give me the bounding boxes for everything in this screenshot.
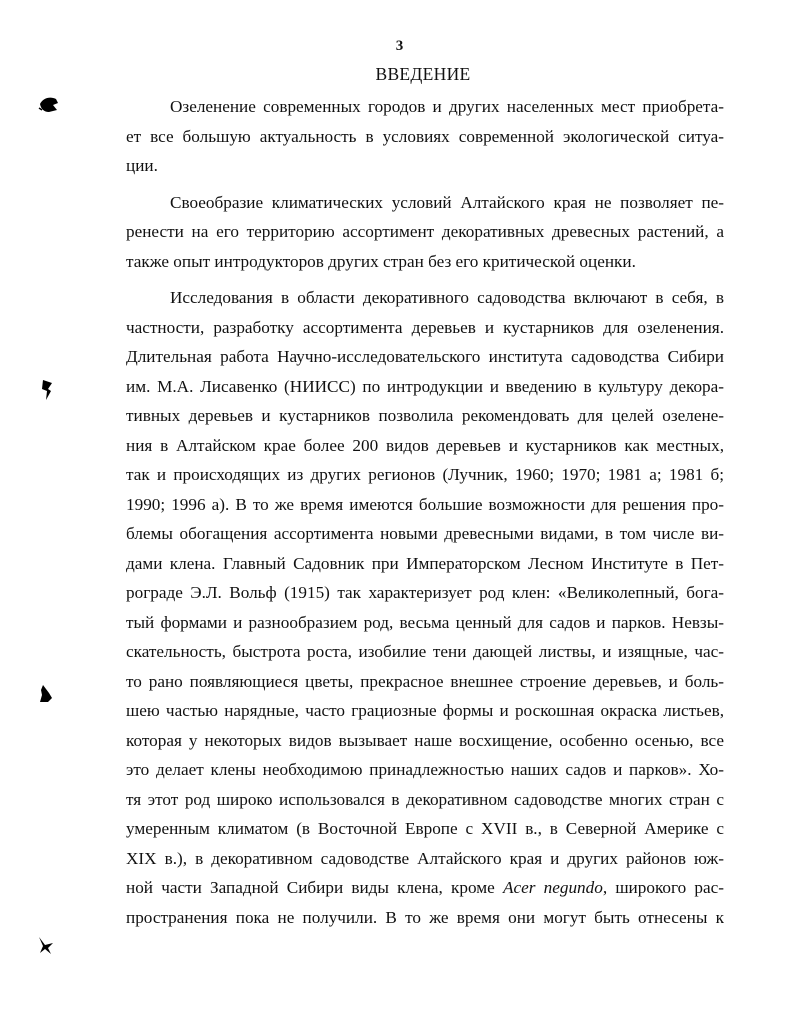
text-line: тя этот род широко использовался в декоративном садоводстве многих стран с <box>126 789 724 809</box>
species-name: Acer negundo <box>502 878 603 897</box>
text-line: также опыт интродукторов других стран без его критической оценки. <box>126 251 636 271</box>
text-line: Длительная работа Научно-исследовательского института садоводства Сибири <box>126 347 724 366</box>
text-line: ции. <box>126 156 158 175</box>
text-line: тый формами и разнообразием род, весьма ценный для садов и парков. Невзы- <box>126 612 724 632</box>
paragraph-2 <box>126 188 724 277</box>
text-line: блемы обогащения ассортимента новыми древесными видами, в том числе ви- <box>126 524 724 543</box>
text-line: которая у некоторых видов вызывает наше восхищение, особенно осенью, все <box>126 730 724 750</box>
text-line: частности, разработку ассортимента деревьев и кустарников для озеленения. <box>126 317 724 337</box>
text-line: Своеобразие климатических условий Алтайского края не позволяет пе- <box>170 192 724 212</box>
margin-mark <box>40 378 54 402</box>
text-line: ет все большую актуальность в условиях современной экологической ситуа- <box>126 126 724 146</box>
text-line: скательность, быстрота роста, изобилие тени дающей листвы, и изящные, час- <box>126 642 724 661</box>
text-line: тивных деревьев и кустарников позволила рекомендовать для целей озелене- <box>126 406 724 425</box>
text-line: то рано появляющиеся цветы, прекрасное внешнее строение деревьев, и боль- <box>126 671 724 691</box>
text-line: XIX в.), в декоративном садоводстве Алтайского края и других районов юж- <box>126 848 724 868</box>
text-line-species <box>126 873 724 903</box>
text-line: ния в Алтайском крае более 200 видов деревьев и кустарников как местных, <box>126 435 724 455</box>
text-line: пространения пока не получили. В то же время они могут быть отнесены к <box>126 907 724 927</box>
text-line: Озеленение современных городов и других населенных мест приобрета- <box>170 97 724 116</box>
page-title: ВВЕДЕНИЕ <box>375 64 471 84</box>
margin-mark <box>38 684 54 704</box>
paragraph-3 <box>126 283 724 932</box>
text-line: шею частью нарядные, часто грациозные формы и роскошная окраска листьев, <box>126 701 724 720</box>
text-line: дами клена. Главный Садовник при Императорском Лесном Институте в Пет- <box>126 553 724 573</box>
text-line: рограде Э.Л. Вольф (1915) так характеризует род клен: «Великолепный, бога- <box>126 583 724 602</box>
text-line: это делает клены необходимою принадлежностью наших садов и парков». Хо- <box>126 760 724 779</box>
paragraph-1 <box>126 92 724 181</box>
margin-mark <box>38 94 60 114</box>
page-number: 3 <box>395 38 404 54</box>
text-line: 1990; 1996 а). В то же время имеются большие возможности для решения про- <box>126 494 724 514</box>
text-fragment: , широкого рас- <box>602 878 725 897</box>
text-line: им. М.А. Лисавенко (НИИСС) по интродукции и введению в культуру декора- <box>126 376 724 396</box>
text-line: ренести на его территорию ассортимент декоративных древесных растений, а <box>126 222 724 241</box>
text-line: так и происходящих из других регионов (Лучник, 1960; 1970; 1981 а; 1981 б; <box>126 465 724 484</box>
text-line: Исследования в области декоративного садоводства включают в себя, в <box>170 288 724 307</box>
margin-mark <box>36 934 56 956</box>
text-fragment: ной части Западной Сибири виды клена, кроме <box>126 878 503 897</box>
text-line: умеренным климатом (в Восточной Европе с XVII в., в Северной Америке с <box>126 819 724 838</box>
body-text <box>126 92 724 932</box>
